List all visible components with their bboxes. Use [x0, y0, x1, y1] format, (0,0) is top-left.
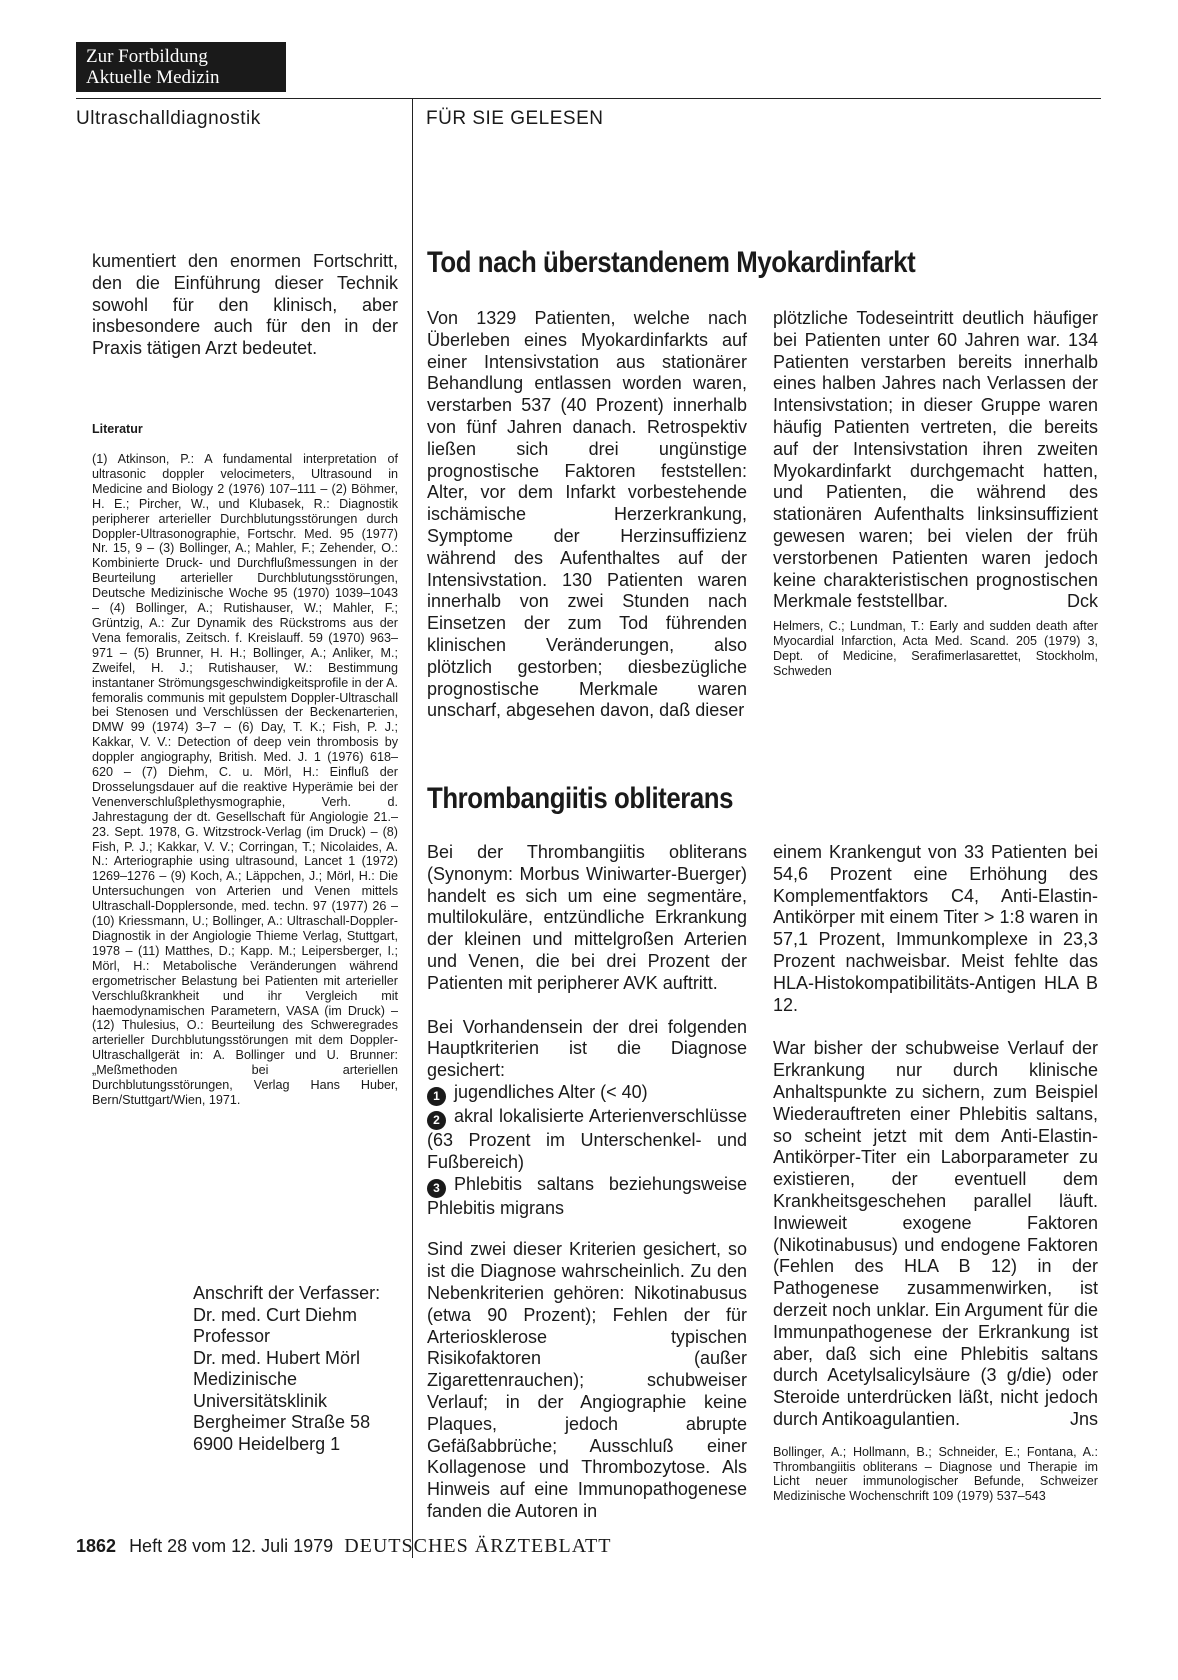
continuation-text: kumentiert den enormen Fortschritt, den die Einführung dieser Technik sowohl für den klinisch, aber insbesondere auch für den in der Praxis tätigen Arzt bedeutet.: [92, 251, 398, 359]
article1-column2: [773, 308, 1098, 678]
article2-column1: [427, 842, 747, 1523]
article2-intro: Bei der Thrombangiitis obliterans (Synonym: Morbus Winiwarter-Buerger) handelt es sich um eine segmentäre, multilokuläre, entzündliche Erkrankung der kleinen und mittelgroßen Arterien und Venen, die bei drei Prozent der Patienten mit peripherer AVK auftritt.: [427, 842, 747, 993]
address-line: Anschrift der Verfasser:: [193, 1283, 381, 1303]
criterion-number: 1: [427, 1087, 446, 1106]
article1-col2-text: plötzliche Todeseintritt deutlich häufiger bei Patienten unter 60 Jahren war. 134 Patienten verstarben bereits innerhalb eines halben Jahres nach Verlassen der Intensivstation; in dieser Gruppe waren häufig Patienten vertreten, die bereits auf der Intensivstation ihren zweiten Myokardinfarkt durchgemacht hatten, und Patienten, die während des stationären Aufenthalts linksinsuffizient gewesen waren; bei vielen der früh verstorbenen Patienten waren jedoch keine charakteristischen prognostischen Merkmale feststellbar. Dck: [773, 308, 1098, 612]
article2-title: Thrombangiitis obliterans: [427, 782, 734, 815]
left-continuation: [92, 251, 398, 360]
article2-signature: Jns: [1069, 1408, 1098, 1429]
page-number: 1862: [76, 1536, 117, 1556]
address-line: Bergheimer Straße 58: [193, 1412, 371, 1432]
criterion-item: 1 jugendliches Alter (< 40): [427, 1082, 747, 1106]
article1-reference: Helmers, C.; Lundman, T.: Early and sudden death after Myocardial Infarction, Acta Med. Scand. 205 (1979) 3, Dept. of Medicine, Serafimerlasarettet, Stockholm, Schweden: [773, 619, 1098, 678]
criterion-number: 3: [427, 1179, 446, 1198]
badge-line-2: Aktuelle Medizin: [86, 67, 220, 88]
address-line: Medizinische: [193, 1369, 298, 1389]
article2-reference: Bollinger, A.; Hollmann, B.; Schneider, E.; Fontana, A.: Thrombangiitis obliterans – Diagnose und Therapie im Licht neuer immunologischer Befunde, Schweizer Medizinische Wochenschrift 109 (1979) 537–543: [773, 1444, 1098, 1504]
article1-title: Tod nach überstandenem Myokardinfarkt: [427, 246, 916, 279]
literature-text: (1) Atkinson, P.: A fundamental interpretation of ultrasonic doppler velocimeters, Ultrasound in Medicine and Biology 2 (1976) 107–111 – (2) Böhmer, H. E.; Pircher, W., und Klubasek, R.: Diagnostik peripherer arterieller Durchblutungsstörungen durch Doppler-Ultrasonographie, Fortschr. Med. 95 (1977) Nr. 15, 9 – (3) Bollinger, A.; Mahler, F.; Zehender, O.: Kombinierte Druck- und Durchflußmessungen in der Beurteilung arterieller Durchblutungsstörungen, Deutsche Medizinische Woche 95 (1970) 1039–1043 – (4) Bollinger, A.; Rutishauser, W.; Mahler, F.; Grüntzig, A.: Zur Dynamik des Rückstroms aus der Vena femoralis, Zeitsch. f. Kreislauff. 59 (1970) 963–971 – (5) Brunner, H. H.; Bollinger, A.; Anliker, M.; Zweifel, H. J.; Rutishauser, W.: Bestimmung instantaner Strömungsgeschwindigkeitsprofile in der A. femoralis communis mit gepulstem Doppler-Ultraschall bei Stenosen und Verschlüssen der Beckenarterien, DMW 99 (1974) 3–7 – (6) Day, T. K.; Fish, P. J.; Kakkar, V. V.: Detection of deep vein thrombosis by doppler angiography, British. Med. J. 1 (1976) 618–620 – (7) Diehm, C. u. Mörl, H.: Einfluß der Drosselungsdauer auf die reaktive Hyperämie bei der Venenverschlußplethysmographie, Verh. d. Jahrestagung der dt. Gesellschaft für Angiologie 21.–23. Sept. 1978, G. Witzstrock-Verlag (im Druck) – (8) Fish, P. J.; Kakkar, V. V.; Corringan, T.; Nicolaides, A. N.: Arteriographie using ultrasound, Lancet 1 (1972) 1269–1276 – (9) Koch, A.; Läppchen, J.; Mörl, H.: Die Untersuchungen von Arterien und Venen mittels Ultraschall-Dopplersonde, med. techn. 97 (1977) 26 – (10) Kriessmann, U.; Bollinger, A.: Ultraschall-Doppler-Diagnostik in der Angiologie Thieme Verlag, Stuttgart, 1978 – (11) Matthes, D.; Kapp. M.; Leipersberger, I.; Mörl, H.: Metabolische Veränderungen während ergometrischer Belastung bei Patienten mit arterieller Verschlußkrankheit und ihr Vergleich mit haemodynamischen Parametern, VASA (im Druck) – (12) Thulesius, O.: Beurteilung des Schweregrades arterieller Durchblutungsstörungen mit dem Doppler-Ultraschallgerät in: A. Bollinger und U. Brunner: „Meßmethoden bei arteriellen Durchblutungsstörungen, Verlag Hans Huber, Bern/Stuttgart/Wien, 1971.: [92, 452, 398, 1107]
badge-line-1: Zur Fortbildung: [86, 46, 208, 67]
section-title-right: FÜR SIE GELESEN: [426, 108, 604, 129]
article1-col1-text: Von 1329 Patienten, welche nach Überleben eines Myokardinfarkts auf einer Intensivstation aus stationärer Behandlung entlassen worden waren, verstarben 537 (40 Prozent) innerhalb von fünf Jahren danach. Retrospektiv ließen sich drei ungünstige prognostische Faktoren feststellen: Alter, vor dem Infarkt vorbestehende ischämische Herzerkrankung, Symptome der Herzinsuffizienz während des Aufenthaltes auf der Intensivstation. 130 Patienten waren innerhalb von zwei Stunden nach Einsetzen der zum Tod führenden klinischen Veränderungen, also plötzlich gestorben; diesbezügliche prognostische Merkmale waren unscharf, abgesehen davon, daß dieser: [427, 308, 747, 721]
article2-criteria-intro: Bei Vorhandensein der drei folgenden Hauptkriterien ist die Diagnose gesichert:: [427, 1016, 747, 1081]
page-footer: [76, 1535, 611, 1558]
article1-column1: [427, 308, 747, 722]
literature-heading: Literatur: [92, 422, 143, 436]
article2-column2: [773, 842, 1098, 1504]
address-line: Professor: [193, 1326, 271, 1346]
criterion-number: 2: [427, 1111, 446, 1130]
article2-col2-p1: einem Krankengut von 33 Patienten bei 54,6 Prozent eine Erhöhung des Komplementfaktors C4, Anti-Elastin-Antikörper mit einem Titer > 1:8 waren in 57,1 Prozent, Immunkomplexe in 23,3 Prozent nachweisbar. Meist fehlte das HLA-Histokompatibilitäts-Antigen HLA B 12.: [773, 842, 1098, 1015]
article2-col2-p2: War bisher der schubweise Verlauf der Erkrankung nur durch klinische Anhaltspunkte zu sichern, zum Beispiel Wiederauftreten einer Phlebitis saltans, so scheint jetzt mit dem Anti-Elastin-Antikörper-Titer ein Laborparameter zu existieren, der eventuell dem Krankheitsgeschehen parallel läuft. Inwieweit exogene Faktoren (Nikotinabusus) und endogene Faktoren (Fehlen des HLA B 12) in der Pathogenese zusammenwirken, ist derzeit noch unklar. Ein Argument für die Immunpathogenese der Erkrankung ist aber, daß sich eine Phlebitis saltans durch Acetylsalicylsäure (3 g/die) oder Steroide unterdrücken läßt, nicht jedoch durch Antikoagulantien. Jns: [773, 1038, 1098, 1429]
section-title-left: Ultraschalldiagnostik: [76, 108, 261, 129]
address-line: Dr. med. Curt Diehm: [193, 1304, 358, 1325]
section-badge: [76, 42, 286, 92]
literature-list: [92, 452, 398, 1108]
criterion-item: 3 Phlebitis saltans beziehungsweise Phlebitis migrans: [427, 1173, 747, 1218]
article1-signature: Dck: [1067, 591, 1098, 612]
author-address: [193, 1283, 380, 1455]
criterion-item: 2 akral lokalisierte Arterienverschlüsse (63 Prozent im Unterschenkel- und Fußbereich): [427, 1105, 747, 1172]
header-rule: [76, 98, 1101, 99]
column-divider: [412, 98, 413, 1558]
article2-col1-end: Sind zwei dieser Kriterien gesichert, so ist die Diagnose wahrscheinlich. Zu den Nebenkriterien gehören: Nikotinabusus (etwa 90 Prozent); Fehlen der für Arteriosklerose typischen Risikofaktoren (außer Zigarettenrauchen); schubweiser Verlauf; in der Angiographie keine Plaques, jedoch abrupte Gefäßabbrüche; Ausschluß einer Kollagenose und Thrombozytose. Als Hinweis auf eine Immunopathogenese fanden die Autoren in: [427, 1239, 747, 1521]
address-line: 6900 Heidelberg 1: [193, 1433, 341, 1454]
journal-name: DEUTSCHES ÄRZTEBLATT: [344, 1535, 612, 1557]
issue-info: Heft 28 vom 12. Juli 1979: [129, 1536, 334, 1556]
address-line: Universitätsklinik: [193, 1390, 328, 1411]
address-line: Dr. med. Hubert Mörl: [193, 1347, 361, 1368]
